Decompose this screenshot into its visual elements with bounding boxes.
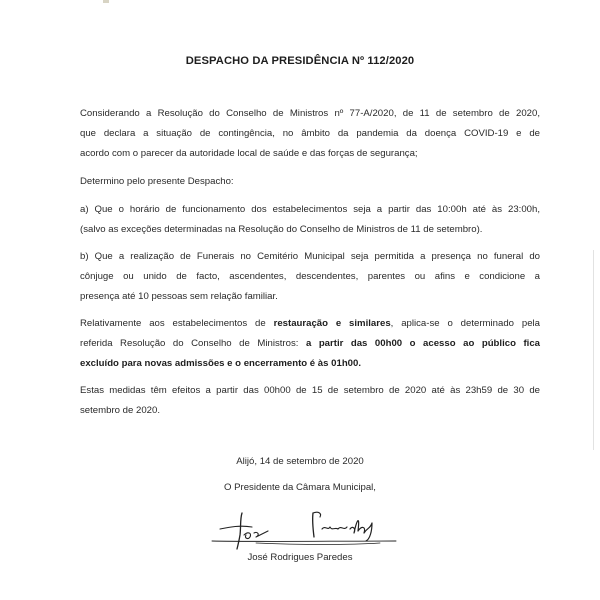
signatory-role: O Presidente da Câmara Municipal, bbox=[224, 482, 376, 493]
scan-mark bbox=[103, 0, 109, 3]
preamble-line: Considerando a Resolução do Conselho de Ministros nº 77-A/2020, de 11 de setembro de 2020, bbox=[80, 108, 540, 119]
handwritten-signature bbox=[210, 505, 400, 550]
document-title: DESPACHO DA PRESIDÊNCIA Nº 112/2020 bbox=[185, 55, 415, 67]
restaurants-text: , aplica-se o determinado pela bbox=[390, 318, 540, 329]
determination-paragraph bbox=[80, 172, 540, 192]
effect-paragraph bbox=[80, 381, 540, 421]
restaurants-paragraph bbox=[80, 314, 540, 374]
item-b-line: presença até 10 pessoas sem relação familiar. bbox=[80, 291, 278, 302]
item-b-line: b) Que a realização de Funerais no Cemitério Municipal seja permitida a presença no funeral do bbox=[80, 251, 540, 262]
preamble-line: acordo com o parecer da autoridade local de saúde e das forças de segurança; bbox=[80, 148, 418, 159]
item-a-line: a) Que o horário de funcionamento dos estabelecimentos seja a partir das 10:00h até às 23:00h, bbox=[80, 204, 540, 215]
restaurants-line bbox=[80, 354, 540, 374]
restaurants-bold-text: excluído para novas admissões e o encerramento é às 01h00. bbox=[80, 358, 362, 369]
item-b-line: cônjuge ou unido de facto, ascendentes, descendentes, parentes ou afins e condicione a bbox=[80, 271, 540, 282]
determination-text: Determino pelo presente Despacho: bbox=[80, 176, 234, 187]
preamble-line: que declara a situação de contingência, no âmbito da pandemia da doença COVID-19 e de bbox=[80, 128, 540, 139]
effect-line: Estas medidas têm efeitos a partir das 00h00 de 15 de setembro de 2020 até às 23h59 de 30 de bbox=[80, 385, 540, 396]
restaurants-text: Relativamente aos estabelecimentos de bbox=[80, 318, 274, 329]
place-date: Alijó, 14 de setembro de 2020 bbox=[236, 456, 364, 467]
effect-line: setembro de 2020. bbox=[80, 405, 161, 416]
item-a-line: (salvo as exceções determinadas na Resolução do Conselho de Ministros de 11 de setembro). bbox=[80, 224, 483, 235]
restaurants-line bbox=[80, 334, 540, 354]
restaurants-line bbox=[80, 314, 540, 334]
scan-edge-line bbox=[593, 250, 594, 450]
restaurants-bold-text: a partir das 00h00 o acesso ao público fica bbox=[305, 338, 540, 349]
item-b-paragraph bbox=[80, 247, 540, 307]
restaurants-text: referida Resolução do Conselho de Ministros: bbox=[80, 338, 306, 349]
restaurants-bold-text: restauração e similares bbox=[273, 318, 391, 329]
item-a-paragraph bbox=[80, 200, 540, 240]
preamble-paragraph bbox=[80, 104, 540, 164]
signatory-name: José Rodrigues Paredes bbox=[247, 552, 353, 563]
